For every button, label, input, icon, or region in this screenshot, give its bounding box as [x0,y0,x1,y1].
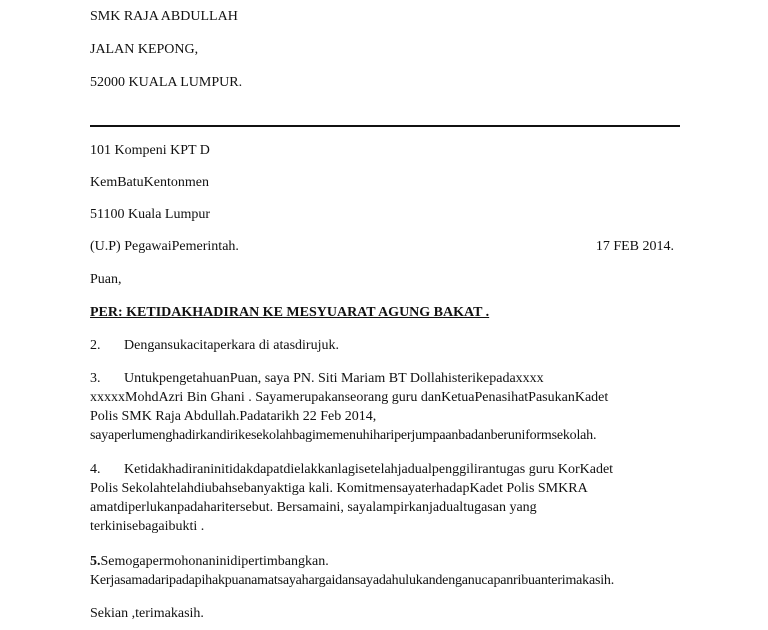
recipient-attention: (U.P) PegawaiPemerintah. [90,239,239,254]
paragraph-4-line-1 [90,461,613,478]
paragraph-3-line-4: sayaperlumenghadirkandirikesekolahbagimemenuhihariperjumpaanbadanberuniformsekolah. [90,428,597,443]
paragraph-5-number: 5. [90,554,101,569]
paragraph-3-line-2: xxxxxMohdAzri Bin Ghani . Sayamerupakanseorang guru danKetuaPenasihatPasukanKadet [90,390,609,405]
paragraph-4-line-3: amatdiperlukanpadaharitersebut. Bersamaini, sayalampirkanjadualtugasan yang [90,500,537,515]
paragraph-4-line-2: Polis Sekolahtelahdiubahsebanyaktiga kali. KomitmensayaterhadapKadet Polis SMKRA [90,481,588,496]
paragraph-4-number: 4. [90,462,101,477]
paragraph-3-text-1: UntukpengetahuanPuan, saya PN. Siti Mariam BT Dollahisterikepadaxxxx [124,371,544,386]
sender-school: SMK RAJA ABDULLAH [90,9,238,24]
paragraph-3-number: 3. [90,371,101,386]
paragraph-2-number: 2. [90,338,101,353]
paragraph-4-line-4: terkinisebagaibukti . [90,519,205,534]
sender-postcode-city: 52000 KUALA LUMPUR. [90,75,243,90]
recipient-line-3: 51100 Kuala Lumpur [90,207,211,222]
subject-line: PER: KETIDAKHADIRAN KE MESYUARAT AGUNG BAKAT . [90,305,490,320]
paragraph-2 [90,337,339,354]
paragraph-3-line-3: Polis SMK Raja Abdullah.Padatarikh 22 Feb 2014, [90,409,377,424]
sender-street: JALAN KEPONG, [90,42,199,57]
paragraph-2-text: Dengansukacitaperkara di atasdirujuk. [124,338,339,353]
paragraph-5-line-2: Kerjasamadaripadapihakpuanamatsayahargaidansayadahulukandenganucapanribuanterimakasih. [90,573,615,588]
letter-date: 17 FEB 2014. [595,239,674,254]
salutation: Puan, [90,272,122,287]
paragraph-4-text-1: Ketidakhadiraninitidakdapatdielakkanlagisetelahjadualpenggilirantugas guru KorKadet [124,462,614,477]
recipient-line-2: KemBatuKentonmen [90,175,209,190]
paragraph-5-line-1 [90,553,329,570]
recipient-line-1: 101 Kompeni KPT D [90,143,210,158]
header-divider [90,125,680,127]
closing-line: Sekian ,terimakasih. [90,606,204,621]
paragraph-5-text-1: Semogapermohonaninidipertimbangkan. [100,554,329,569]
paragraph-3-line-1 [90,370,544,387]
